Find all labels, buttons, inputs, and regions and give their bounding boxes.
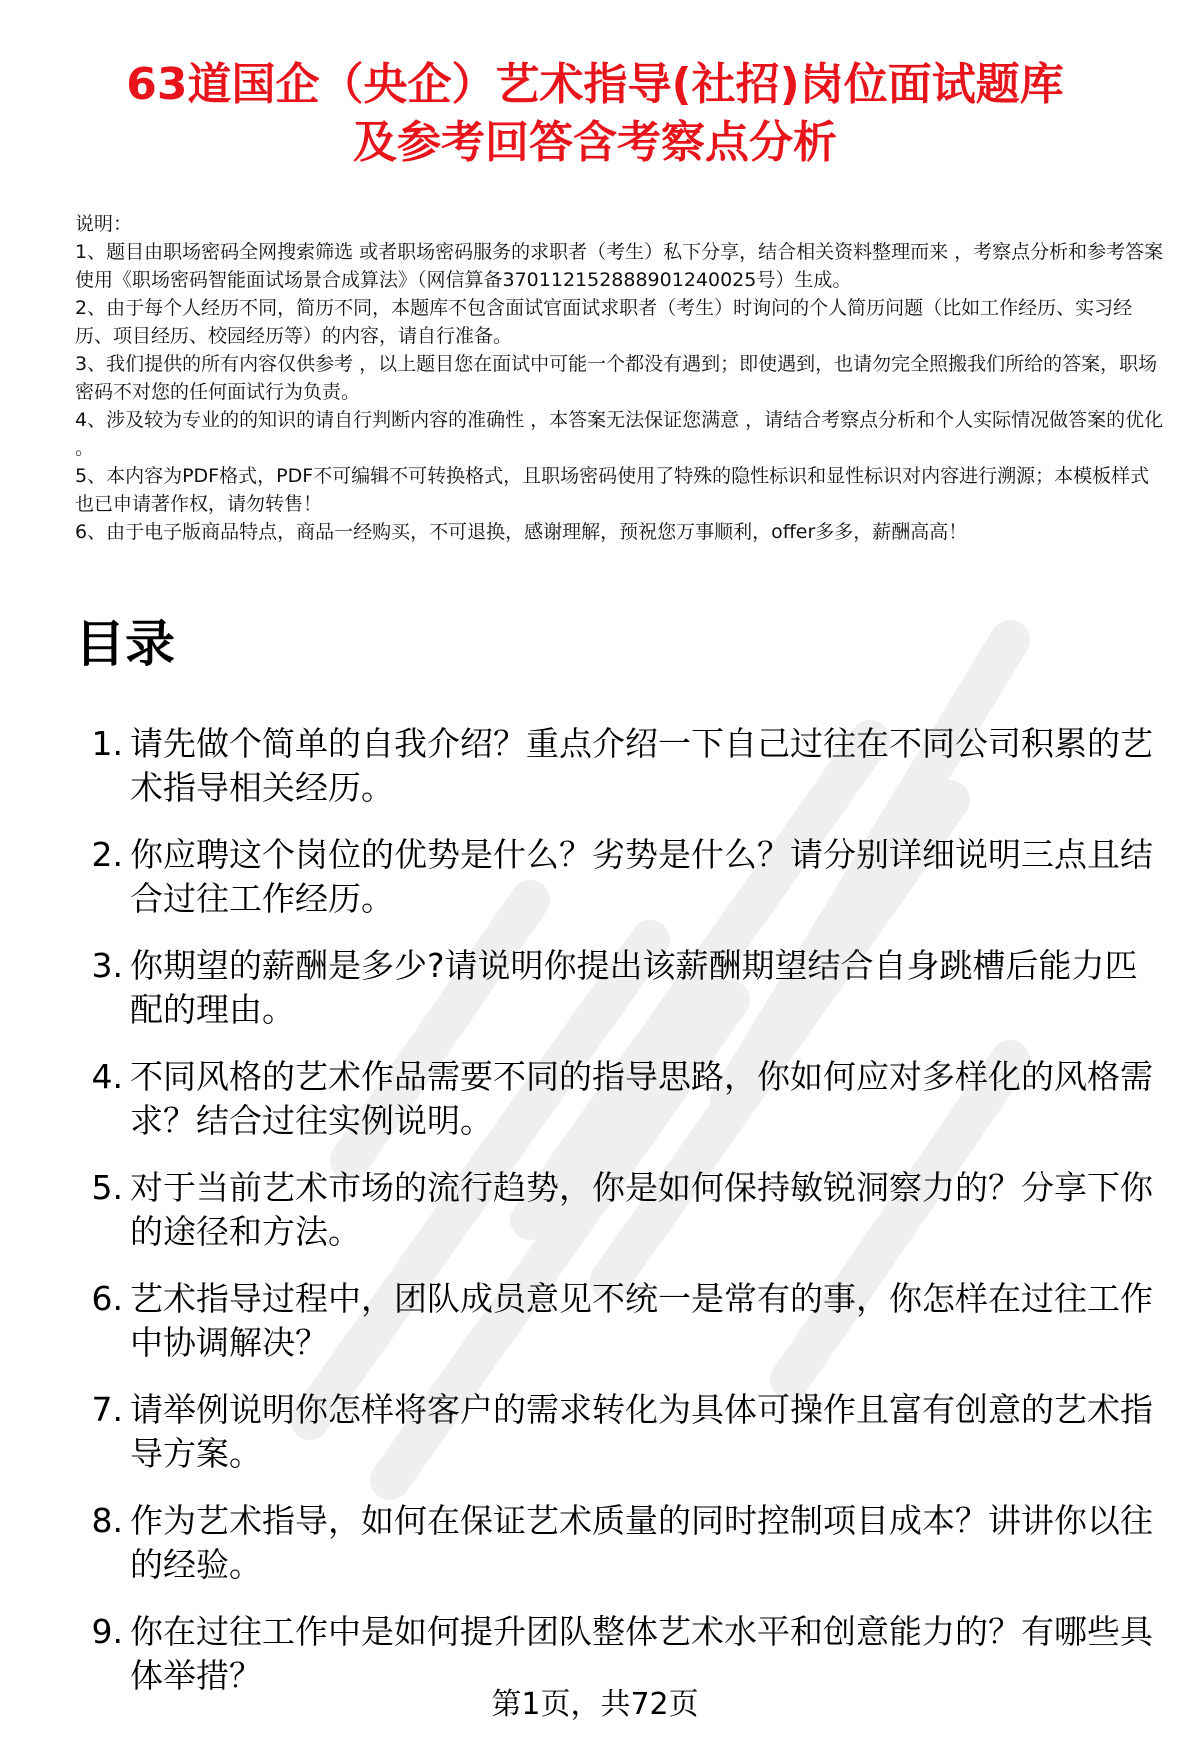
toc-item-text: 对于当前艺术市场的流行趋势，你是如何保持敏锐洞察力的？分享下你的途径和方法。 [130, 1168, 1153, 1251]
toc-item[interactable] [75, 722, 1165, 810]
note-item: 4、涉及较为专业的的知识的请自行判断内容的准确性 ，本答案无法保证您满意 ，请结合考察点分析和个人实际情况做答案的优化 。 [75, 409, 1164, 459]
note-item: 5、本内容为PDF格式，PDF不可编辑不可转换格式，且职场密码使用了特殊的隐性标识和显性标识对内容进行溯源；本模板样式也已申请著作权，请勿转售！ [75, 465, 1150, 515]
toc-item-number: 5. [91, 1168, 123, 1207]
toc-item-number: 2. [91, 835, 123, 874]
toc-item-number: 4. [91, 1057, 123, 1096]
toc-item-text: 你应聘这个岗位的优势是什么？劣势是什么？请分别详细说明三点且结合过往工作经历。 [130, 835, 1153, 918]
disclaimer-notes [75, 210, 1165, 546]
note-item: 2、由于每个人经历不同，简历不同，本题库不包含面试官面试求职者（考生）时询问的个人简历问题（比如工作经历、实习经历、项目经历、校园经历等）的内容，请自行准备。 [75, 297, 1133, 347]
notes-heading: 说明： [75, 213, 133, 235]
toc-item-number: 7. [91, 1390, 123, 1429]
toc-item[interactable] [75, 1388, 1165, 1476]
toc-item-number: 8. [91, 1501, 123, 1540]
page-number: 第1页，共72页 [491, 1687, 699, 1722]
note-item: 1、题目由职场密码全网搜索筛选 或者职场密码服务的求职者（考生）私下分享，结合相关资料整理而来 ，考察点分析和参考答案使用《职场密码智能面试场景合成算法》（网信算备370112152888901240025号）生成。 [75, 241, 1164, 291]
toc-item[interactable] [75, 944, 1165, 1032]
toc-item-text: 你期望的薪酬是多少?请说明你提出该薪酬期望结合自身跳槽后能力匹配的理由。 [130, 946, 1138, 1029]
toc-item-number: 3. [91, 946, 123, 985]
toc-item-text: 艺术指导过程中，团队成员意见不统一是常有的事，你怎样在过往工作中协调解决？ [130, 1279, 1153, 1362]
document-title [40, 56, 1150, 172]
toc-item-number: 9. [91, 1612, 123, 1651]
title-line-1: 63道国企（央企）艺术指导(社招)岗位面试题库 [126, 59, 1064, 110]
toc-item-text: 你在过往工作中是如何提升团队整体艺术水平和创意能力的？有哪些具体举措？ [130, 1612, 1153, 1695]
toc-heading: 目录 [75, 615, 175, 673]
toc-item-text: 作为艺术指导，如何在保证艺术质量的同时控制项目成本？讲讲你以往的经验。 [130, 1501, 1153, 1584]
toc-item[interactable] [75, 1277, 1165, 1365]
toc-item[interactable] [75, 1166, 1165, 1254]
toc-item[interactable] [75, 833, 1165, 921]
toc-item-number: 1. [91, 724, 123, 763]
note-item: 6、由于电子版商品特点，商品一经购买，不可退换，感谢理解，预祝您万事顺利，offer多多，薪酬高高！ [75, 521, 968, 543]
note-item: 3、我们提供的所有内容仅供参考 ，以上题目您在面试中可能一个都没有遇到；即使遇到，也请勿完全照搬我们所给的答案，职场密码不对您的任何面试行为负责。 [75, 353, 1158, 403]
table-of-contents [75, 722, 1165, 1721]
toc-item[interactable] [75, 1499, 1165, 1587]
toc-item-text: 请举例说明你怎样将客户的需求转化为具体可操作且富有创意的艺术指导方案。 [130, 1390, 1153, 1473]
toc-item-text: 不同风格的艺术作品需要不同的指导思路，你如何应对多样化的风格需求？结合过往实例说明。 [130, 1057, 1153, 1140]
title-line-2: 及参考回答含考察点分析 [353, 117, 837, 168]
toc-item[interactable] [75, 1055, 1165, 1143]
toc-item-number: 6. [91, 1279, 123, 1318]
toc-item-text: 请先做个简单的自我介绍？重点介绍一下自己过往在不同公司积累的艺术指导相关经历。 [130, 724, 1153, 807]
